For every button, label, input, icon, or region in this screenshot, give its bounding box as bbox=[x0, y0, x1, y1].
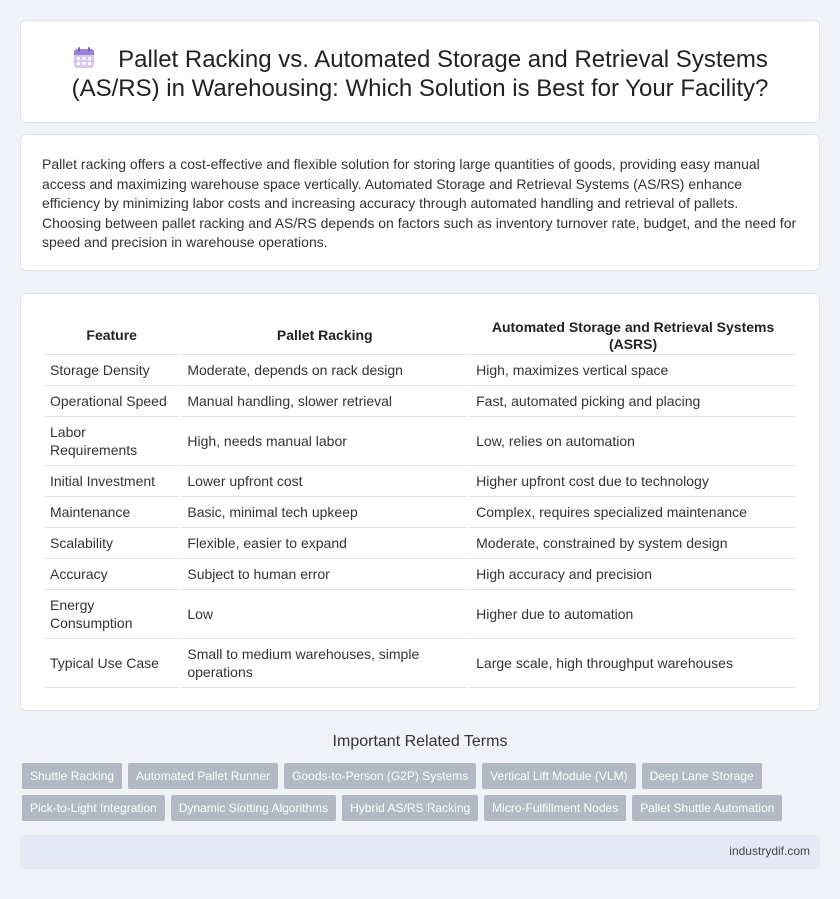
intro-text: Pallet racking offers a cost-effective and flexible solution for storing large quantities of goods, providing easy manual access and maximizing warehouse space vertically. Automated Storage and Retrieval Systems (AS/RS) enhance efficiency by minimizing labor costs and increasing accuracy through automated handling and retrieval of pallets. Choosing between pallet racking and AS/RS depends on factors such as inventory turnover rate, budget, and the need for speed and precision in warehouse operations. bbox=[42, 156, 797, 251]
intro-card bbox=[20, 134, 820, 271]
table-row bbox=[44, 639, 796, 688]
header-pallet-racking: Pallet Racking bbox=[181, 311, 468, 355]
table-row bbox=[44, 417, 796, 466]
pallet-racking-cell: Manual handling, slower retrieval bbox=[181, 386, 468, 417]
pallet-racking-cell: Subject to human error bbox=[181, 559, 468, 590]
page-title bbox=[71, 45, 769, 103]
comparison-table bbox=[42, 311, 798, 688]
title-card bbox=[20, 20, 820, 123]
pallet-racking-cell: Low bbox=[181, 590, 468, 639]
pallet-racking-cell: High, needs manual labor bbox=[181, 417, 468, 466]
asrs-cell: Higher due to automation bbox=[470, 590, 796, 639]
asrs-cell: Moderate, constrained by system design bbox=[470, 528, 796, 559]
feature-cell: Typical Use Case bbox=[44, 639, 179, 688]
table-row bbox=[44, 559, 796, 590]
tag-row bbox=[22, 795, 822, 821]
tag-pallet-shuttle-automation[interactable]: Pallet Shuttle Automation bbox=[632, 795, 782, 821]
related-terms-tags bbox=[22, 763, 822, 827]
tag-automated-pallet-runner[interactable]: Automated Pallet Runner bbox=[128, 763, 278, 789]
pallet-racking-cell: Lower upfront cost bbox=[181, 466, 468, 497]
tag-dynamic-slotting[interactable]: Dynamic Slotting Algorithms bbox=[171, 795, 336, 821]
feature-cell: Initial Investment bbox=[44, 466, 179, 497]
tag-pick-to-light[interactable]: Pick-to-Light Integration bbox=[22, 795, 165, 821]
table-row bbox=[44, 386, 796, 417]
asrs-cell: High, maximizes vertical space bbox=[470, 355, 796, 386]
asrs-cell: Large scale, high throughput warehouses bbox=[470, 639, 796, 688]
tag-deep-lane-storage[interactable]: Deep Lane Storage bbox=[642, 763, 762, 789]
tag-row bbox=[22, 763, 822, 789]
table-row bbox=[44, 497, 796, 528]
footer-site-link[interactable]: industrydif.com bbox=[729, 844, 810, 858]
tag-micro-fulfillment[interactable]: Micro-Fulfillment Nodes bbox=[484, 795, 626, 821]
feature-cell: Labor Requirements bbox=[44, 417, 179, 466]
tag-vertical-lift-module[interactable]: Vertical Lift Module (VLM) bbox=[482, 763, 635, 789]
table-header-row bbox=[44, 311, 796, 355]
footer bbox=[20, 835, 820, 869]
asrs-cell: Higher upfront cost due to technology bbox=[470, 466, 796, 497]
page-title-text: Pallet Racking vs. Automated Storage and Retrieval Systems (AS/RS) in Warehousing: Which Solution is Best for Your Facility? bbox=[71, 46, 769, 102]
header-asrs: Automated Storage and Retrieval Systems (ASRS) bbox=[470, 311, 796, 355]
pallet-racking-cell: Small to medium warehouses, simple operations bbox=[181, 639, 468, 688]
feature-cell: Storage Density bbox=[44, 355, 179, 386]
pallet-racking-cell: Basic, minimal tech upkeep bbox=[181, 497, 468, 528]
related-terms-title: Important Related Terms bbox=[332, 733, 508, 750]
feature-cell: Operational Speed bbox=[44, 386, 179, 417]
feature-cell: Accuracy bbox=[44, 559, 179, 590]
asrs-cell: Complex, requires specialized maintenance bbox=[470, 497, 796, 528]
asrs-cell: High accuracy and precision bbox=[470, 559, 796, 590]
asrs-cell: Fast, automated picking and placing bbox=[470, 386, 796, 417]
table-row bbox=[44, 528, 796, 559]
feature-cell: Scalability bbox=[44, 528, 179, 559]
feature-cell: Energy Consumption bbox=[44, 590, 179, 639]
tag-shuttle-racking[interactable]: Shuttle Racking bbox=[22, 763, 122, 789]
table-row bbox=[44, 590, 796, 639]
table-row bbox=[44, 466, 796, 497]
pallet-racking-cell: Flexible, easier to expand bbox=[181, 528, 468, 559]
pallet-racking-cell: Moderate, depends on rack design bbox=[181, 355, 468, 386]
feature-cell: Maintenance bbox=[44, 497, 179, 528]
calendar-icon bbox=[72, 46, 96, 70]
header-feature: Feature bbox=[44, 311, 179, 355]
table-row bbox=[44, 355, 796, 386]
comparison-card bbox=[20, 293, 820, 711]
tag-hybrid-asrs-racking[interactable]: Hybrid AS/RS Racking bbox=[342, 795, 478, 821]
tag-goods-to-person[interactable]: Goods-to-Person (G2P) Systems bbox=[284, 763, 476, 789]
asrs-cell: Low, relies on automation bbox=[470, 417, 796, 466]
